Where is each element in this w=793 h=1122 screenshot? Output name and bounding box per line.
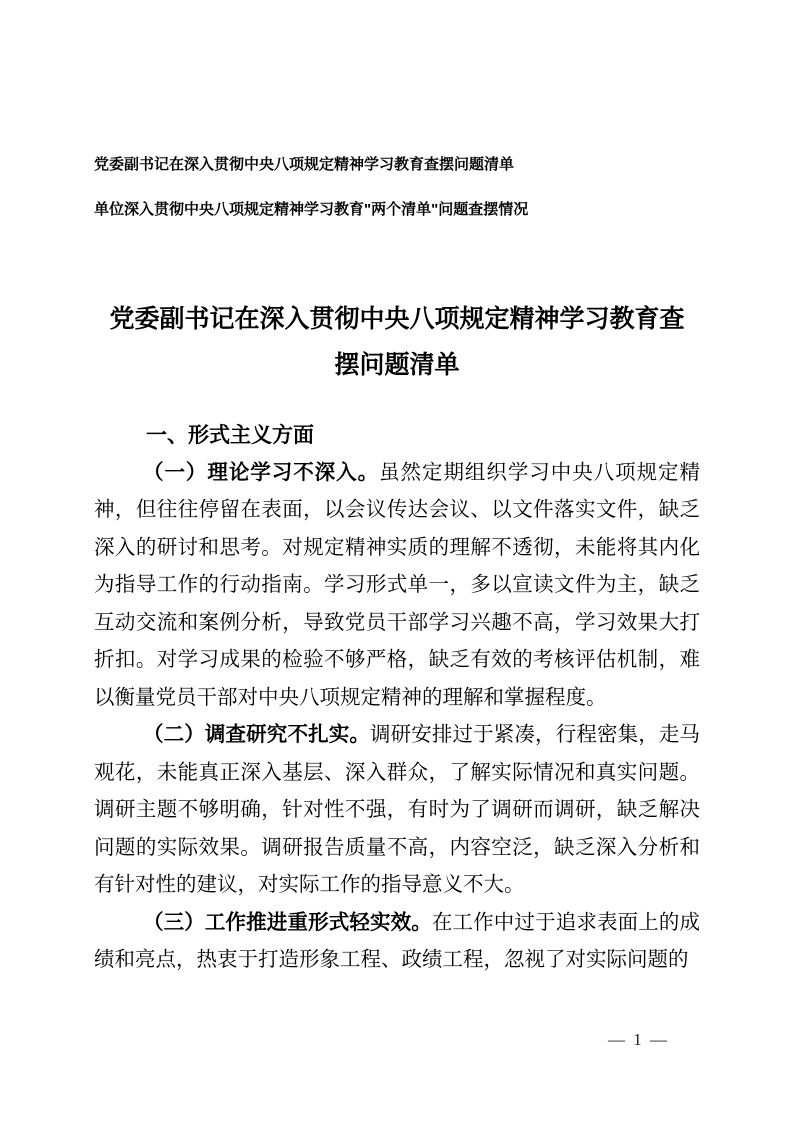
paragraph-1-lead: （一）理论学习不深入。 bbox=[143, 461, 380, 484]
paragraph-1-text: 虽然定期组织学习中央八项规定精神，但往往停留在表面，以会议传达会议、以文件落实文件，缺乏深入的研讨和思考。对规定精神实质的理解不透彻，未能将其内化为指导工作的行动指南。学习形式单一，多以宣读文件为主，缺乏互动交流和案例分析，导致党员干部学习兴趣不高，学习效果大打折扣。对学习成果的检验不够严格，缺乏有效的考核评估机制，难以衡量党员干部对中央八项规定精神的理解和掌握程度。 bbox=[94, 461, 701, 709]
paragraph-3-text: 在工作中过于追求表面上的成绩和亮点，热衷于打造形象工程、政绩工程，忽视了对实际问题的 bbox=[94, 911, 701, 971]
document-body bbox=[94, 417, 700, 980]
paragraph-3-lead: （三）工作推进重形式轻实效。 bbox=[143, 911, 432, 934]
page-number: — 1 — bbox=[608, 1030, 669, 1049]
paragraph-3 bbox=[94, 905, 700, 980]
reference-title-line-1: 党委副书记在深入贯彻中央八项规定精神学习教育查摆问题清单 bbox=[94, 156, 515, 173]
document-title: 党委副书记在深入贯彻中央八项规定精神学习教育查摆问题清单 bbox=[109, 305, 685, 379]
paragraph-1 bbox=[94, 455, 700, 718]
reference-title-line-2: 单位深入贯彻中央八项规定精神学习教育"两个清单"问题查摆情况 bbox=[94, 201, 529, 218]
document-content bbox=[94, 0, 700, 980]
paragraph-2-lead: （二）调查研究不扎实。 bbox=[143, 724, 370, 746]
section-heading: 一、形式主义方面 bbox=[146, 424, 314, 447]
paragraph-2 bbox=[94, 717, 700, 905]
paragraph-2-text: 调研安排过于紧凑，行程密集，走马观花，未能真正深入基层、深入群众，了解实际情况和真实问题。调研主题不够明确，针对性不强，有时为了调研而调研，缺乏解决问题的实际效果。调研报告质量不高，内容空泛，缺乏深入分析和有针对性的建议，对实际工作的指导意义不大。 bbox=[94, 724, 701, 896]
